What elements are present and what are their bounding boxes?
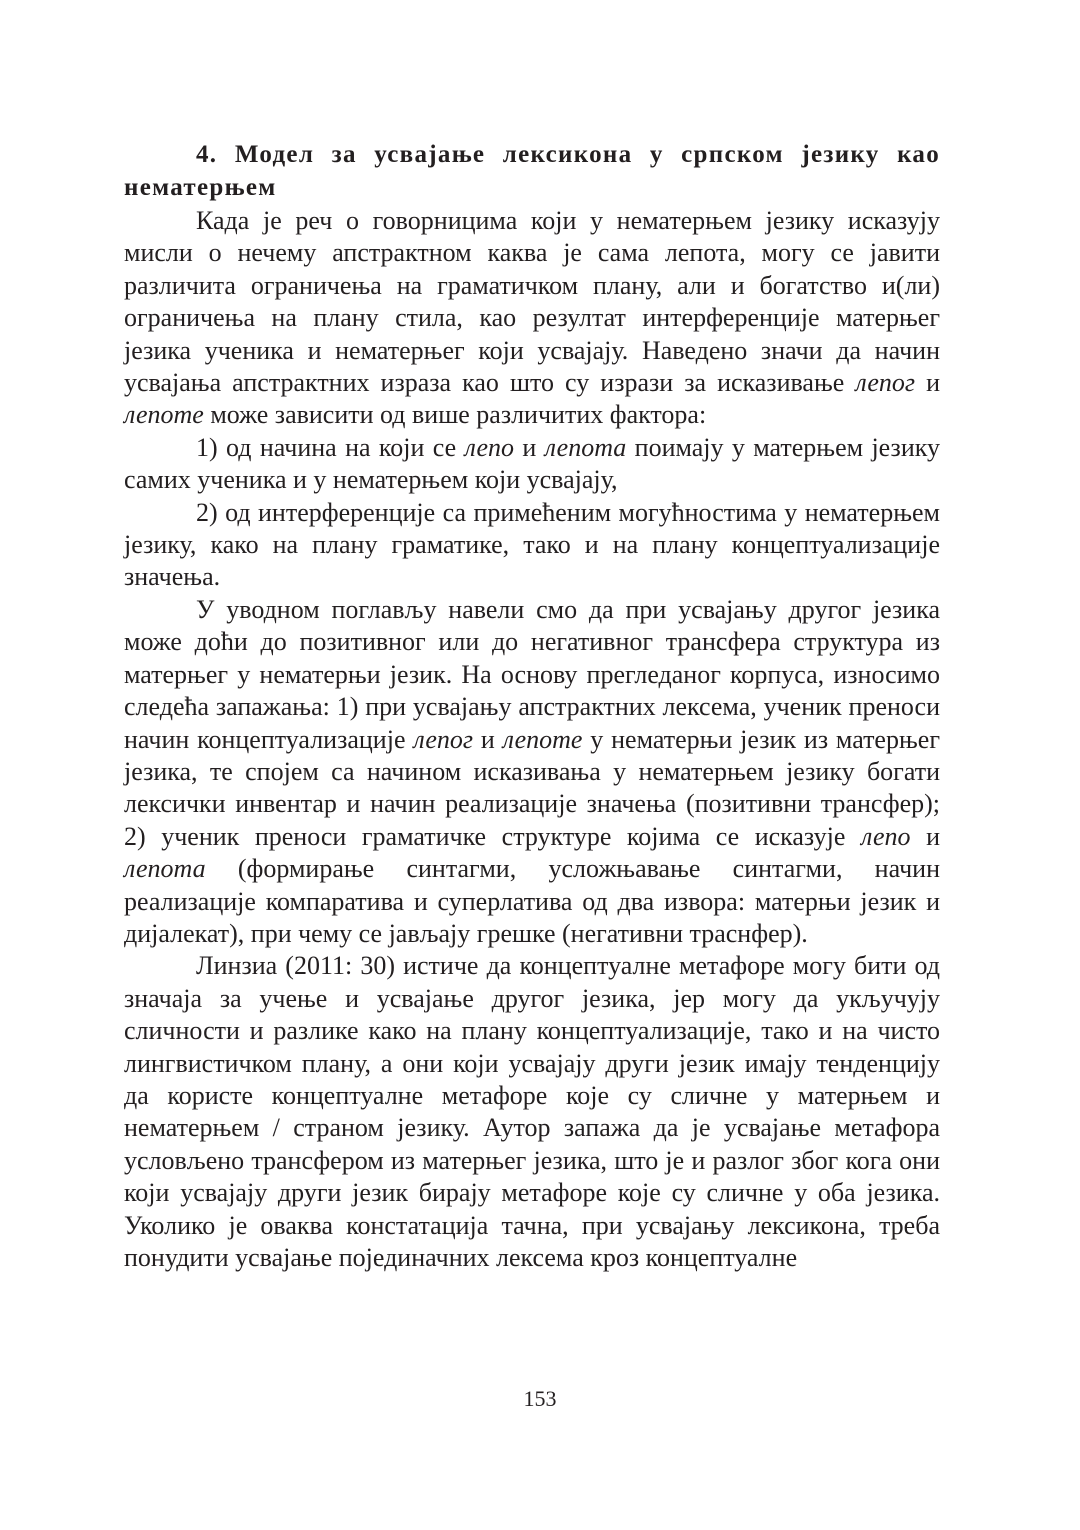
text-run: Линзиа (2011: 30) истиче да концептуалне метафоре могу бити од значаја за учење и усвајање другог језика, јер могу да укључују сличности и разлике како на плану концептуализације, тако и на чисто лингвистичком плану, а они који усвајају други језик имају тенденцију да користе концептуалне метафоре које су сличне у матерњем и нематерњем / страном језику. Аутор запажа да је усвајање метафора условљено трансфером из матерњег језика, што је и разлог због кога они који усвајају други језик бирају метафоре које су сличне у оба језика. Уколико је оваква констатација тачна, при усвајању лексикона, треба понудити усвајање појединачних лексема кроз концептуалне <box>124 951 940 1272</box>
italic-term: лепо <box>464 432 515 462</box>
text-run: (формирање синтагми, усложњавање синтагми, начин реализације компаратива и суперлатива од два извора: матерњи језик и дијалекат), при чему се јављају грешке (негативни траснфер). <box>124 854 940 948</box>
paragraph <box>124 432 940 497</box>
page-number: 153 <box>523 1386 557 1411</box>
text-run: и <box>915 368 940 398</box>
text-run: може зависити од више различитих фактора: <box>203 400 707 430</box>
paragraph <box>124 205 940 432</box>
italic-term: лепота <box>544 432 627 462</box>
text-run: 2) од интерференције са примећеним могућностима у нематерњем језику, како на плану граматике, тако и на плану концептуализације значења. <box>124 497 940 592</box>
italic-term: лепоте <box>502 724 583 754</box>
text-run: и <box>910 821 940 851</box>
paragraph <box>124 594 940 950</box>
italic-term: лепоте <box>124 400 204 430</box>
paragraph <box>124 950 940 1274</box>
italic-term: лепог <box>855 368 916 398</box>
text-run: Када је реч о говорницима који у нематерњем језику исказују мисли о нечему апстрактном каква је сама лепота, могу се јавити различита ограничења на граматичком плану, али и богатство и(ли) ограничења на плану стила, као резултат интерференције матерњег језика ученика и нематерњег који усвајају. Наведено значи да начин усвајања апстрактних израза као што су изрази за исказивање <box>124 206 940 398</box>
text-run: у нематерњи језик из матерњег језика, те спојем са начином исказивања у нематерњем језику богати лексички инвентар и начин реализације значења (позитивни трансфер); 2) ученик преноси граматичке структуре којима се исказује <box>124 724 940 851</box>
text-run: и <box>514 432 545 462</box>
text-run: У уводном поглављу навели смо да при усвајању другог језика може доћи до позитивног или до негативног трансфера структура из матерњег у нематерњи језик. На основу прегледаног корпуса, износимо следећа запажања: 1) при усвајању апстрактних лексема, ученик преноси начин концептуализације <box>124 594 940 754</box>
italic-term: лепо <box>860 821 911 851</box>
page-content <box>124 138 940 1274</box>
italic-term: лепота <box>124 854 206 884</box>
italic-term: лепог <box>413 724 473 754</box>
section-heading: 4. Модел за усвајање лексикона у српском језику као нематерњем <box>124 141 940 201</box>
paragraph <box>124 497 940 594</box>
text-run: поимају у матерњем језику самих ученика и у нематерњем који усвајају, <box>124 432 940 495</box>
text-run: 1) од начина на који се <box>196 432 465 462</box>
body-text <box>124 205 940 1274</box>
text-run: и <box>473 724 503 754</box>
